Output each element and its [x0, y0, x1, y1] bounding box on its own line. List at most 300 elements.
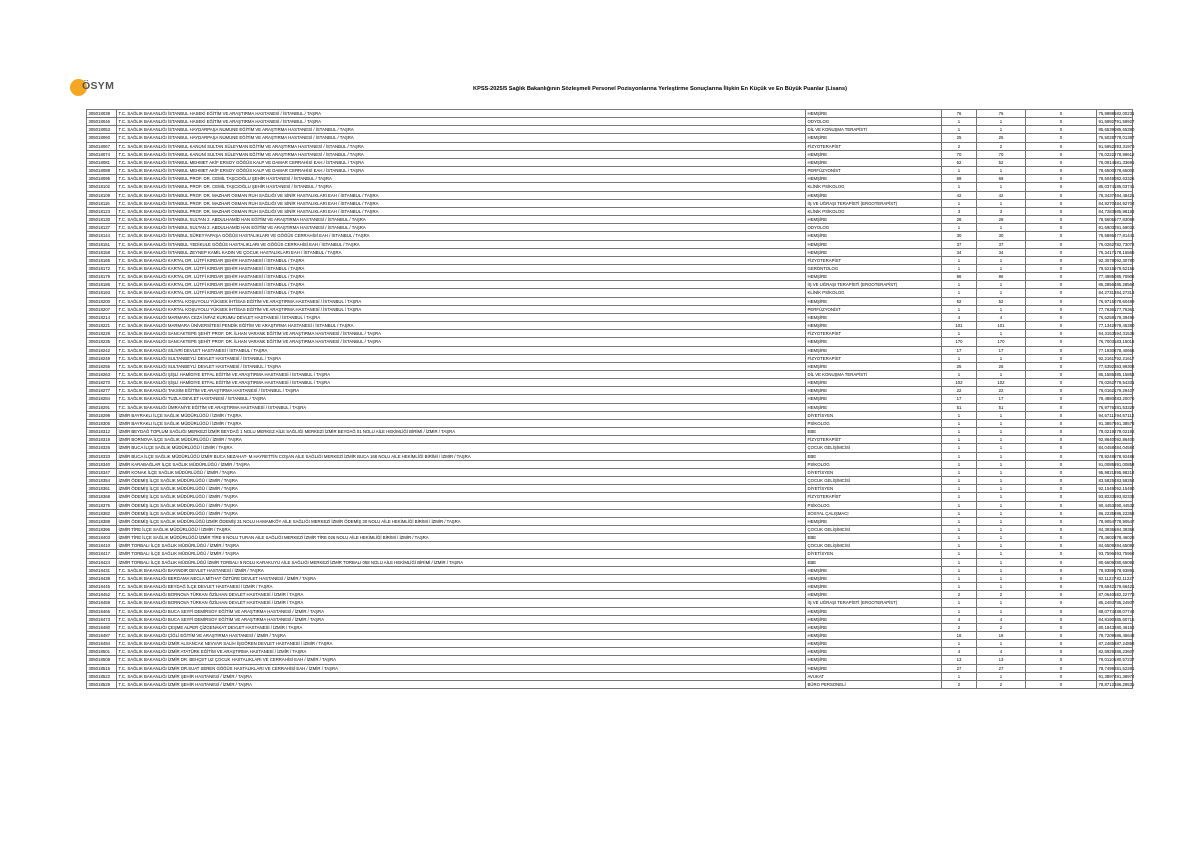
position-code-cell: 305018438	[87, 574, 117, 582]
quota-cell: 2	[942, 591, 977, 599]
table-row	[87, 338, 1133, 346]
position-code-cell: 305018060	[87, 134, 117, 142]
position-title-cell: EBE	[806, 558, 942, 566]
min-score-cell: 94,67112	[1098, 412, 1117, 418]
max-score-cell: 86,22358	[1116, 510, 1135, 516]
osym-logo	[70, 76, 130, 100]
vacant-count-cell: 0	[1026, 224, 1097, 232]
position-title-cell: KLİNİK PSİKOLOG	[806, 289, 942, 297]
vacant-count-cell: 0	[1026, 346, 1097, 354]
max-score-cell: 84,04584	[1116, 445, 1135, 451]
table-row	[87, 517, 1133, 525]
vacant-count-cell: 0	[1026, 264, 1097, 272]
placed-count-cell: 1	[977, 167, 1026, 175]
position-code-cell: 305018172	[87, 264, 117, 272]
position-title-cell: EBE	[806, 452, 942, 460]
table-row	[87, 142, 1133, 150]
position-title-cell: FİZYOTERAPİST	[806, 354, 942, 362]
placed-count-cell: 1	[977, 452, 1026, 460]
max-score-cell: 85,70908	[1116, 274, 1135, 280]
min-score-cell: 91,59927	[1098, 119, 1117, 125]
min-score-cell: 78,90547	[1098, 518, 1117, 524]
vacant-count-cell: 0	[1026, 525, 1097, 533]
max-score-cell: 79,52156	[1116, 265, 1135, 271]
position-code-cell: 305018361	[87, 485, 117, 493]
position-code-cell: 305018284	[87, 395, 117, 403]
max-score-cell: 85,28564	[1116, 282, 1135, 288]
quota-cell: 52	[942, 158, 977, 166]
institution-name-cell: T.C. SAĞLIK BAKANLIĞI İSTANBUL MEHMET AKİF ERSOY GÖĞÜS KALP VE DAMAR CERRAHİSİ EAH / İSTANBUL / TAŞRA	[117, 158, 806, 166]
institution-name-cell: T.C. SAĞLIK BAKANLIĞI İZMİR DR. BEHÇET UZ ÇOCUK HASTALIKLARI VE CERRAHİSİ EAH / İZMİR / TAŞRA	[117, 656, 806, 664]
vacant-count-cell: 0	[1026, 371, 1097, 379]
quota-cell: 1	[942, 566, 977, 574]
quota-cell: 1	[942, 305, 977, 313]
max-score-cell: 92,15490	[1116, 486, 1135, 492]
placed-count-cell: 51	[977, 403, 1026, 411]
table-row	[87, 436, 1133, 444]
position-code-cell: 305018459	[87, 599, 117, 607]
max-score-cell: 92,86400	[1116, 437, 1135, 443]
vacant-count-cell: 0	[1026, 574, 1097, 582]
institution-name-cell: İZMİR ÖDEMİŞ İLÇE SAĞLIK MÜDÜRLÜĞÜ / İZMİR / TAŞRA	[117, 477, 806, 485]
vacant-count-cell: 0	[1026, 640, 1097, 648]
quota-cell: 30	[942, 232, 977, 240]
institution-name-cell: T.C. SAĞLIK BAKANLIĞI İSTANBUL HAYDARPAŞA NUMUNE EĞİTİM VE ARAŞTIRMA HASTANESİ / İSTANBUL / TAŞRA	[117, 126, 806, 134]
vacant-count-cell: 0	[1026, 411, 1097, 419]
min-score-cell: 88,07744	[1098, 608, 1117, 614]
quota-cell: 1	[942, 126, 977, 134]
min-score-cell: 76,50287	[1098, 135, 1117, 141]
position-code-cell: 305018102	[87, 183, 117, 191]
max-score-cell: 87,24858	[1116, 641, 1135, 647]
institution-name-cell: İZMİR BORNOVA İLÇE SAĞLIK MÜDÜRLÜĞÜ / İZMİR / TAŞRA	[117, 436, 806, 444]
vacant-count-cell: 0	[1026, 110, 1097, 118]
vacant-count-cell: 0	[1026, 648, 1097, 656]
institution-name-cell: T.C. SAĞLIK BAKANLIĞI BORNOVA TÜRKAN ÖZİLHAN DEVLET HASTANESİ / İZMİR / TAŞRA	[117, 591, 806, 599]
position-code-cell: 305018186	[87, 281, 117, 289]
vacant-count-cell: 0	[1026, 542, 1097, 550]
placed-count-cell: 17	[977, 346, 1026, 354]
placed-count-cell: 1	[977, 460, 1026, 468]
placed-count-cell: 70	[977, 150, 1026, 158]
vacant-count-cell: 0	[1026, 599, 1097, 607]
vacant-count-cell: 0	[1026, 199, 1097, 207]
institution-name-cell: T.C. SAĞLIK BAKANLIĞI KARTAL KOŞUYOLU YÜKSEK İHTİSAS EĞİTİM VE ARAŞTIRMA HASTANESİ / İSTANBUL / TAŞRA	[117, 297, 806, 305]
position-code-cell: 305018214	[87, 313, 117, 321]
position-title-cell: ODYOLOG	[806, 118, 942, 126]
max-score-cell: 84,92704	[1116, 200, 1135, 206]
table-row	[87, 509, 1133, 517]
placed-count-cell: 3	[977, 207, 1026, 215]
position-code-cell: 305018431	[87, 566, 117, 574]
institution-name-cell: T.C. SAĞLIK BAKANLIĞI İZMİR ATATÜRK EĞİTİM VE ARAŞTIRMA HASTANESİ / İZMİR / TAŞRA	[117, 648, 806, 656]
vacant-count-cell: 0	[1026, 591, 1097, 599]
table-row	[87, 664, 1133, 672]
position-title-cell: HEMŞİRE	[806, 574, 942, 582]
institution-name-cell: İZMİR BUCA İLÇE SAĞLIK MÜDÜRLÜĞÜ / İZMİR / TAŞRA	[117, 444, 806, 452]
position-code-cell: 305018452	[87, 591, 117, 599]
position-code-cell: 305018256	[87, 362, 117, 370]
quota-cell: 1	[942, 411, 977, 419]
max-score-cell: 84,27313	[1116, 290, 1135, 296]
quota-cell: 1	[942, 289, 977, 297]
vacant-count-cell: 0	[1026, 126, 1097, 134]
max-score-cell: 80,65092	[1116, 559, 1135, 565]
institution-name-cell: T.C. SAĞLIK BAKANLIĞI İSTANBUL YEDİKULE GÖĞÜS HASTALIKLARI VE GÖĞÜS CERRAHİSİ EAH / İSTANBUL / TAŞRA	[117, 240, 806, 248]
max-score-cell: 81,53329	[1116, 404, 1135, 410]
table-row	[87, 672, 1133, 680]
placed-count-cell: 1	[977, 183, 1026, 191]
vacant-count-cell: 0	[1026, 485, 1097, 493]
min-score-cell: 87,24858	[1098, 641, 1117, 647]
placed-count-cell: 1	[977, 599, 1026, 607]
max-score-cell: 86,45648	[1116, 633, 1135, 638]
table-row	[87, 623, 1133, 631]
quota-cell: 69	[942, 175, 977, 183]
quota-cell: 1	[942, 485, 977, 493]
table-row	[87, 313, 1133, 321]
position-code-cell: 305018193	[87, 289, 117, 297]
min-score-cell: 95,98218	[1098, 469, 1117, 475]
placed-count-cell: 2	[977, 623, 1026, 631]
max-score-cell: 85,24937	[1116, 600, 1135, 606]
institution-name-cell: T.C. SAĞLIK BAKANLIĞI SULTANBEYLİ DEVLET HASTANESİ / İSTANBUL / TAŞRA	[117, 354, 806, 362]
table-row	[87, 175, 1133, 183]
position-code-cell: 305018081	[87, 158, 117, 166]
quota-cell: 17	[942, 395, 977, 403]
placed-count-cell: 1	[977, 264, 1026, 272]
min-score-cell: 93,82335	[1098, 494, 1117, 500]
min-score-cell: 90,44532	[1098, 502, 1117, 508]
position-title-cell: KLİNİK PSİKOLOG	[806, 207, 942, 215]
placed-count-cell: 1	[977, 224, 1026, 232]
position-title-cell: HEMŞİRE	[806, 623, 942, 631]
institution-name-cell: T.C. SAĞLIK BAKANLIĞI İSTANBUL MEHMET AKİF ERSOY GÖĞÜS KALP VE DAMAR CERRAHİSİ EAH / İSTANBUL / TAŞRA	[117, 167, 806, 175]
vacant-count-cell: 0	[1026, 428, 1097, 436]
min-score-cell: 77,13429	[1098, 323, 1117, 329]
position-title-cell: PSİKOLOG	[806, 419, 942, 427]
min-score-cell: 78,50490	[1098, 176, 1117, 182]
position-title-cell: HEMŞİRE	[806, 313, 942, 321]
position-code-cell: 305018088	[87, 167, 117, 175]
position-title-cell: ÇOCUK GELİŞİMCİSİ	[806, 542, 942, 550]
position-title-cell: HEMŞİRE	[806, 338, 942, 346]
institution-name-cell: İZMİR BAYRAKLI İLÇE SAĞLIK MÜDÜRLÜĞÜ / İZMİR / TAŞRA	[117, 419, 806, 427]
position-title-cell: HEMŞİRE	[806, 607, 942, 615]
quota-cell: 1	[942, 599, 977, 607]
placed-count-cell: 25	[977, 362, 1026, 370]
institution-name-cell: T.C. SAĞLIK BAKANLIĞI İZMİR DR.SUAT SEREN GÖĞÜS HASTALIKLARI VE CERRAHİSİ EAH / İZMİR / TAŞRA	[117, 664, 806, 672]
placed-count-cell: 1	[977, 534, 1026, 542]
quota-cell: 1	[942, 419, 977, 427]
vacant-count-cell: 0	[1026, 395, 1097, 403]
placed-count-cell: 1	[977, 354, 1026, 362]
max-score-cell: 78,15565	[1116, 249, 1135, 255]
position-title-cell: HEMŞİRE	[806, 517, 942, 525]
table-row	[87, 118, 1133, 126]
position-title-cell: HEMŞİRE	[806, 387, 942, 395]
position-code-cell: 305018053	[87, 126, 117, 134]
quota-cell: 1	[942, 167, 977, 175]
max-score-cell: 77,76361	[1116, 306, 1135, 312]
position-code-cell: 305018165	[87, 256, 117, 264]
min-score-cell: 91,38974	[1098, 673, 1117, 679]
table-row	[87, 158, 1133, 166]
institution-name-cell: T.C. SAĞLIK BAKANLIĞI BERGAMA NECLA MİTHAT ÖZTÜRE DEVLET HASTANESİ / İZMİR / TAŞRA	[117, 574, 806, 582]
table-row	[87, 322, 1133, 330]
quota-cell: 4	[942, 648, 977, 656]
position-title-cell: DİYETİSYEN	[806, 468, 942, 476]
results-table-body	[87, 110, 1133, 689]
table-row	[87, 110, 1133, 118]
table-row	[87, 558, 1133, 566]
vacant-count-cell: 0	[1026, 550, 1097, 558]
table-row	[87, 534, 1133, 542]
vacant-count-cell: 0	[1026, 207, 1097, 215]
position-title-cell: HEMŞİRE	[806, 248, 942, 256]
vacant-count-cell: 0	[1026, 305, 1097, 313]
max-score-cell: 83,20076	[1116, 396, 1135, 402]
placed-count-cell: 28	[977, 216, 1026, 224]
position-title-cell: PSİKOLOG	[806, 460, 942, 468]
position-title-cell: HEMŞİRE	[806, 615, 942, 623]
max-score-cell: 93,75964	[1116, 551, 1135, 557]
max-score-cell: 91,00858	[1116, 461, 1135, 467]
position-title-cell: HEMŞİRE	[806, 240, 942, 248]
max-score-cell: 78,65002	[1116, 168, 1135, 174]
min-score-cell: 84,39356	[1098, 526, 1117, 532]
position-title-cell: ÇOCUK GELİŞİMCİSİ	[806, 525, 942, 533]
min-score-cell: 79,66421	[1098, 584, 1117, 590]
vacant-count-cell: 0	[1026, 632, 1097, 640]
table-row	[87, 289, 1133, 297]
position-title-cell: EBE	[806, 428, 942, 436]
position-title-cell: HEMŞİRE	[806, 664, 942, 672]
table-row	[87, 248, 1133, 256]
min-score-cell: 79,01105	[1098, 657, 1117, 663]
min-score-cell: 91,38576	[1098, 420, 1117, 426]
max-score-cell: 90,44532	[1116, 502, 1135, 508]
position-code-cell: 305018137	[87, 224, 117, 232]
placed-count-cell: 52	[977, 158, 1026, 166]
institution-name-cell: T.C. SAĞLIK BAKANLIĞI ÜMRANİYE EĞİTİM VE ARAŞTIRMA HASTANESİ / İSTANBUL / TAŞRA	[117, 403, 806, 411]
min-score-cell: 85,15853	[1098, 372, 1117, 377]
placed-count-cell: 52	[977, 297, 1026, 305]
table-row	[87, 428, 1133, 436]
vacant-count-cell: 0	[1026, 517, 1097, 525]
position-code-cell: 305018466	[87, 607, 117, 615]
min-score-cell: 85,03741	[1098, 184, 1117, 190]
institution-name-cell: T.C. SAĞLIK BAKANLIĞI BUCA SEYFİ DEMİRSOY EĞİTİM VE ARAŞTIRMA HASTANESİ / İZMİR / TAŞRA	[117, 607, 806, 615]
table-row	[87, 640, 1133, 648]
max-score-cell: 85,98183	[1116, 208, 1135, 214]
min-score-cell: 78,46028	[1098, 535, 1117, 541]
institution-name-cell: T.C. SAĞLIK BAKANLIĞI ŞİŞLİ HAMİDİYE ETFAL EĞİTİM VE ARAŞTIRMA HASTANESİ / İSTANBUL / TAŞRA	[117, 379, 806, 387]
min-score-cell: 75,99885	[1098, 111, 1117, 116]
table-row	[87, 395, 1133, 403]
placed-count-cell: 1	[977, 583, 1026, 591]
vacant-count-cell: 0	[1026, 477, 1097, 485]
placed-count-cell: 170	[977, 338, 1026, 346]
placed-count-cell: 1	[977, 428, 1026, 436]
table-row	[87, 134, 1133, 142]
placed-count-cell: 1	[977, 566, 1026, 574]
placed-count-cell: 1	[977, 305, 1026, 313]
vacant-count-cell: 0	[1026, 444, 1097, 452]
vacant-count-cell: 0	[1026, 313, 1097, 321]
max-score-cell: 85,15853	[1116, 372, 1135, 377]
position-code-cell: 305018501	[87, 648, 117, 656]
min-score-cell: 76,08146	[1098, 159, 1117, 165]
institution-name-cell: T.C. SAĞLIK BAKANLIĞI ŞİŞLİ HAMİDİYE ETFAL EĞİTİM VE ARAŞTIRMA HASTANESİ / İSTANBUL / TAŞRA	[117, 371, 806, 379]
position-code-cell: 305018417	[87, 550, 117, 558]
position-code-cell: 305018410	[87, 542, 117, 550]
max-score-cell: 88,07744	[1116, 608, 1135, 614]
min-score-cell: 94,31535	[1098, 331, 1117, 337]
position-code-cell: 305018333	[87, 452, 117, 460]
vacant-count-cell: 0	[1026, 664, 1097, 672]
min-score-cell: 86,22358	[1098, 510, 1117, 516]
quota-cell: 34	[942, 248, 977, 256]
quota-cell: 37	[942, 240, 977, 248]
min-score-cell: 78,56056	[1098, 217, 1117, 223]
institution-name-cell: İZMİR ÖDEMİŞ İLÇE SAĞLIK MÜDÜRLÜĞÜ / İZMİR / TAŞRA	[117, 485, 806, 493]
institution-name-cell: T.C. SAĞLIK BAKANLIĞI İSTANBUL SULTAN 2. ABDULHAMİD HAN EĞİTİM VE ARAŞTIRMA HASTANESİ / İSTANBUL / TAŞRA	[117, 224, 806, 232]
institution-name-cell: T.C. SAĞLIK BAKANLIĞI İSTANBUL PROF. DR. MAZHAR OSMAN RUH SAĞLIĞI VE SİNİR HASTALIKLARI EAH / İSTANBUL / TAŞRA	[117, 207, 806, 215]
placed-count-cell: 1	[977, 493, 1026, 501]
placed-count-cell: 1	[977, 371, 1026, 379]
min-score-cell: 91,59522	[1098, 143, 1117, 149]
quota-cell: 1	[942, 501, 977, 509]
position-title-cell: KLİNİK PSİKOLOG	[806, 183, 942, 191]
vacant-count-cell: 0	[1026, 501, 1097, 509]
vacant-count-cell: 0	[1026, 460, 1097, 468]
table-row	[87, 264, 1133, 272]
quota-cell: 1	[942, 452, 977, 460]
institution-name-cell: T.C. SAĞLIK BAKANLIĞI İSTANBUL HASEKİ EĞİTİM VE ARAŞTIRMA HASTANESİ / İSTANBUL / TAŞRA	[117, 110, 806, 118]
placed-count-cell: 1	[977, 411, 1026, 419]
institution-name-cell: T.C. SAĞLIK BAKANLIĞI KARTAL DR. LÜTFİ KIRDAR ŞEHİR HASTANESİ / İSTANBUL / TAŞRA	[117, 273, 806, 281]
position-title-cell: PERFÜZYONİST	[806, 305, 942, 313]
placed-count-cell: 1	[977, 525, 1026, 533]
vacant-count-cell: 0	[1026, 191, 1097, 199]
position-title-cell: ÇOCUK GELİŞİMCİSİ	[806, 444, 942, 452]
max-score-cell: 78,01387	[1116, 135, 1135, 141]
table-row	[87, 199, 1133, 207]
position-title-cell: FİZYOTERAPİST	[806, 256, 942, 264]
quota-cell: 1	[942, 509, 977, 517]
placed-count-cell: 1	[977, 118, 1026, 126]
min-score-cell: 85,24937	[1098, 600, 1117, 606]
min-score-cell: 84,65092	[1098, 543, 1117, 549]
institution-name-cell: İZMİR TİRE İLÇE SAĞLIK MÜDÜRLÜĞÜ İZMİR TİRE 9 NOLU TURAN AİLE SAĞLIĞI MERKEZİ İZMİR TİRE 026 NOLU AİLE HEKİMLİĞİ BİRİMİ / İZMİR / TAŞRA	[117, 534, 806, 542]
table-row	[87, 305, 1133, 313]
quota-cell: 70	[942, 150, 977, 158]
table-row	[87, 615, 1133, 623]
max-score-cell: 83,15018	[1116, 339, 1135, 345]
min-score-cell: 85,28564	[1098, 282, 1117, 288]
max-score-cell: 80,46153	[1116, 624, 1135, 630]
institution-name-cell: T.C. SAĞLIK BAKANLIĞI İSTANBUL HASEKİ EĞİTİM VE ARAŞTIRMA HASTANESİ / İSTANBUL / TAŞRA	[117, 118, 806, 126]
table-row	[87, 354, 1133, 362]
quota-cell: 22	[942, 387, 977, 395]
vacant-count-cell: 0	[1026, 322, 1097, 330]
vacant-count-cell: 0	[1026, 436, 1097, 444]
institution-name-cell: T.C. SAĞLIK BAKANLIĞI İSTANBUL PROF. DR. CEMİL TAŞCIOĞLU ŞEHİR HASTANESİ / İSTANBUL / TAŞRA	[117, 175, 806, 183]
max-score-cell: 77,81441	[1116, 233, 1135, 239]
position-code-cell: 305018207	[87, 305, 117, 313]
quota-cell: 27	[942, 664, 977, 672]
position-code-cell: 305018221	[87, 322, 117, 330]
table-row	[87, 224, 1133, 232]
quota-cell: 1	[942, 558, 977, 566]
min-score-cell: 83,58254	[1098, 478, 1117, 484]
table-row	[87, 281, 1133, 289]
max-score-cell: 78,99612	[1116, 151, 1135, 157]
position-code-cell: 305018347	[87, 468, 117, 476]
min-score-cell: 76,01621	[1098, 388, 1117, 394]
placed-count-cell: 1	[977, 477, 1026, 485]
quota-cell: 1	[942, 574, 977, 582]
placed-count-cell: 1	[977, 501, 1026, 509]
table-row	[87, 387, 1133, 395]
placed-count-cell: 4	[977, 648, 1026, 656]
vacant-count-cell: 0	[1026, 158, 1097, 166]
max-score-cell: 82,73072	[1116, 241, 1135, 247]
vacant-count-cell: 0	[1026, 330, 1097, 338]
table-row	[87, 485, 1133, 493]
institution-name-cell: T.C. SAĞLIK BAKANLIĞI KARTAL DR. LÜTFİ KIRDAR ŞEHİR HASTANESİ / İSTANBUL / TAŞRA	[117, 289, 806, 297]
position-title-cell: DİYETİSYEN	[806, 485, 942, 493]
vacant-count-cell: 0	[1026, 468, 1097, 476]
institution-name-cell: T.C. SAĞLIK BAKANLIĞI İSTANBUL KANUNİ SULTAN SÜLEYMAN EĞİTİM VE ARAŞTIRMA HASTANESİ / İSTANBUL / TAŞRA	[117, 150, 806, 158]
table-row	[87, 525, 1133, 533]
position-code-cell: 305018235	[87, 338, 117, 346]
vacant-count-cell: 0	[1026, 680, 1097, 688]
table-row	[87, 477, 1133, 485]
min-score-cell: 76,02627	[1098, 380, 1117, 386]
max-score-cell: 85,65390	[1116, 127, 1135, 133]
placed-count-cell: 2	[977, 142, 1026, 150]
position-code-cell: 305018508	[87, 656, 117, 664]
max-score-cell: 78,39496	[1116, 314, 1135, 320]
table-row	[87, 273, 1133, 281]
placed-count-cell: 1	[977, 517, 1026, 525]
vacant-count-cell: 0	[1026, 623, 1097, 631]
placed-count-cell: 22	[977, 387, 1026, 395]
institution-name-cell: T.C. SAĞLIK BAKANLIĞI SİLİVRİ DEVLET HASTANESİ / İSTANBUL / TAŞRA	[117, 346, 806, 354]
position-title-cell: AVUKAT	[806, 672, 942, 680]
vacant-count-cell: 0	[1026, 534, 1097, 542]
position-code-cell: 305018340	[87, 460, 117, 468]
position-title-cell: HEMŞİRE	[806, 403, 942, 411]
quota-cell: 1	[942, 199, 977, 207]
placed-count-cell: 1	[977, 574, 1026, 582]
results-table	[86, 109, 1133, 689]
institution-name-cell: T.C. SAĞLIK BAKANLIĞI İSTANBUL ZEYNEP KAMİL KADIN VE ÇOCUK HASTALIKLARI EAH / İSTANBUL / TAŞRA	[117, 248, 806, 256]
position-code-cell: 305018494	[87, 640, 117, 648]
min-score-cell: 84,04584	[1098, 445, 1117, 451]
quota-cell: 1	[942, 468, 977, 476]
min-score-cell: 76,58954	[1098, 233, 1117, 239]
vacant-count-cell: 0	[1026, 607, 1097, 615]
quota-cell: 1	[942, 477, 977, 485]
min-score-cell: 85,65390	[1098, 127, 1117, 133]
max-score-cell: 79,29427	[1116, 388, 1135, 394]
min-score-cell: 78,93891	[1098, 567, 1117, 573]
max-score-cell: 91,38974	[1116, 673, 1135, 679]
position-code-cell: 305018368	[87, 493, 117, 501]
